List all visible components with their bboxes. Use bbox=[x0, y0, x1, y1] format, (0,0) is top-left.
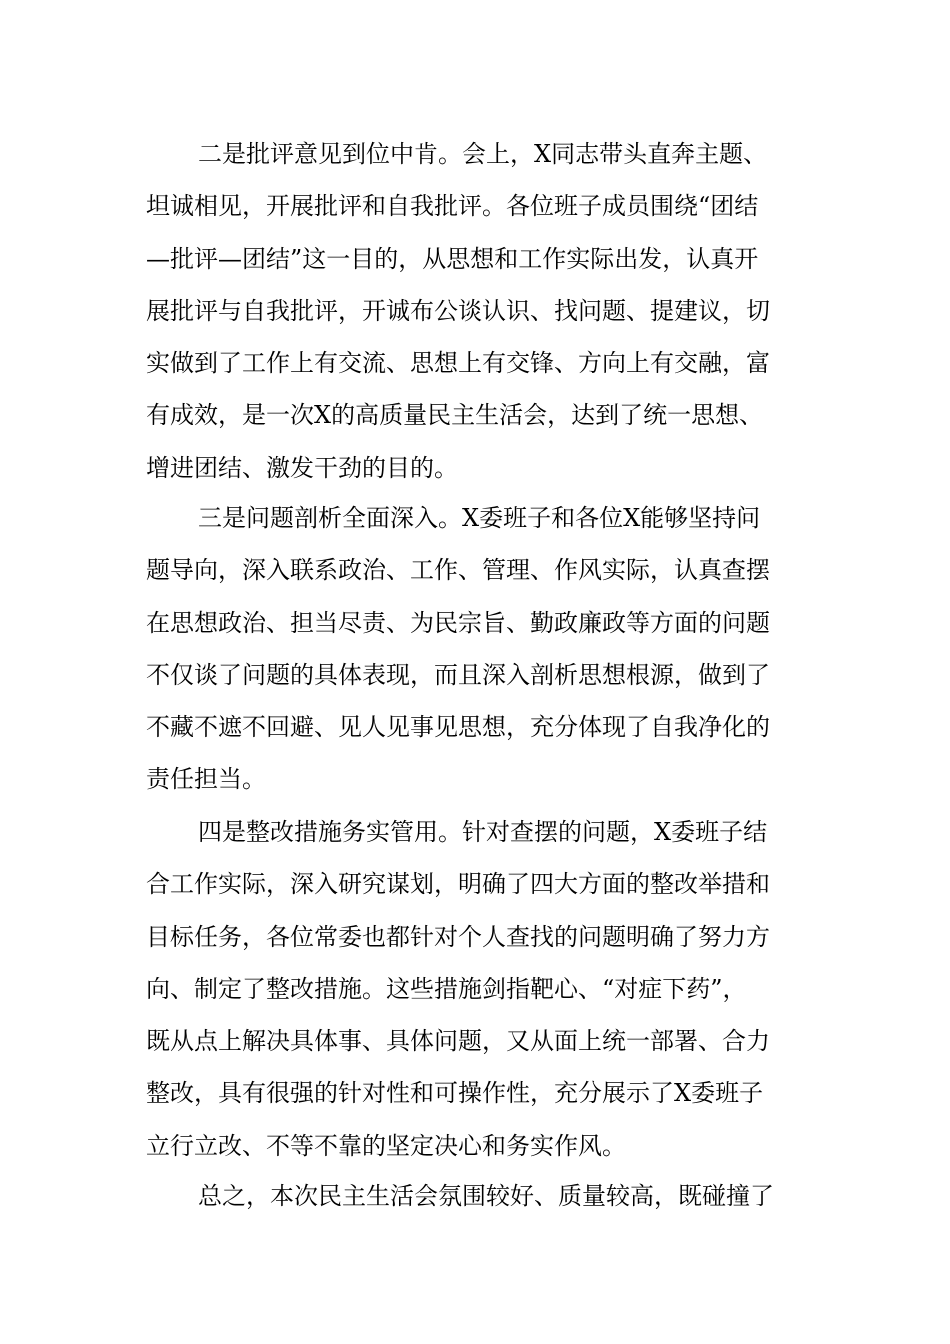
text-line: 二是批评意见到位中肯。会上，X同志带头直奔主题、 bbox=[198, 140, 768, 168]
text-line: 整改，具有很强的针对性和可操作性，充分展示了X委班子 bbox=[146, 1079, 764, 1108]
text-line: 坦诚相见，开展批评和自我批评。各位班子成员围绕“团结 bbox=[146, 192, 759, 221]
paragraph-rectification bbox=[146, 806, 770, 1172]
paragraph-summary bbox=[146, 1170, 774, 1222]
text-line: 题导向，深入联系政治、工作、管理、作风实际，认真查摆 bbox=[146, 556, 770, 585]
text-line: 不藏不遮不回避、见人见事见思想，充分体现了自我净化的 bbox=[146, 713, 770, 742]
text-line: 总之，本次民主生活会氛围较好、质量较高，既碰撞了 bbox=[198, 1182, 774, 1210]
text-line: 向、制定了整改措施。这些措施剑指靶心、“对症下药”， bbox=[146, 974, 747, 1003]
text-line: 实做到了工作上有交流、思想上有交锋、方向上有交融，富 bbox=[146, 349, 770, 378]
text-line: 责任担当。 bbox=[146, 765, 266, 794]
text-line: 四是整改措施务实管用。针对查摆的问题，X委班子结 bbox=[198, 818, 768, 846]
text-line: 不仅谈了问题的具体表现，而且深入剖析思想根源，做到了 bbox=[146, 660, 770, 689]
paragraph-problem-analysis bbox=[146, 492, 770, 806]
text-line: 增进团结、激发干劲的目的。 bbox=[146, 453, 458, 482]
text-line: 合工作实际，深入研究谋划，明确了四大方面的整改举措和 bbox=[146, 870, 770, 899]
text-line: 在思想政治、担当尽责、为民宗旨、勤政廉政等方面的问题 bbox=[146, 608, 770, 637]
text-line: 展批评与自我批评，开诚布公谈认识、找问题、提建议，切 bbox=[146, 296, 770, 325]
text-line: —批评—团结”这一目的，从思想和工作实际出发，认真开 bbox=[146, 244, 759, 273]
text-line: 既从点上解决具体事、具体问题，又从面上统一部署、合力 bbox=[146, 1027, 770, 1056]
text-line: 有成效，是一次X的高质量民主生活会，达到了统一思想、 bbox=[146, 401, 764, 430]
text-line: 目标任务，各位常委也都针对个人查找的问题明确了努力方 bbox=[146, 922, 770, 951]
text-line: 立行立改、不等不靠的坚定决心和务实作风。 bbox=[146, 1131, 626, 1160]
paragraph-criticism bbox=[146, 128, 770, 494]
text-line: 三是问题剖析全面深入。X委班子和各位X能够坚持问 bbox=[198, 504, 761, 532]
